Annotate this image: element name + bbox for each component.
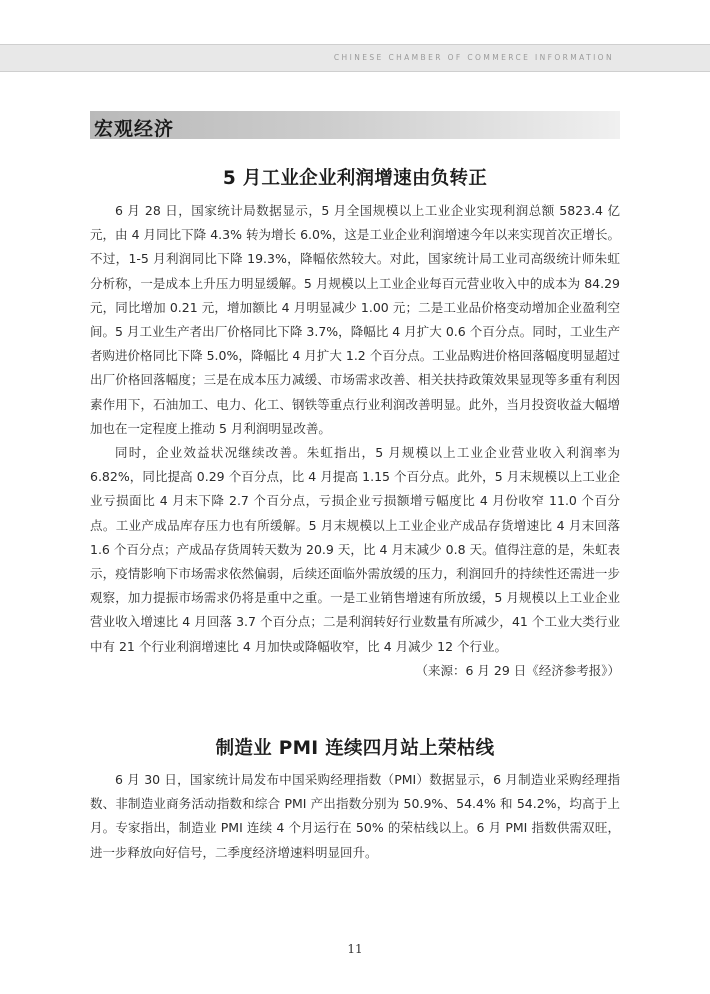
running-header-title: CHINESE CHAMBER OF COMMERCE INFORMATION [333,53,614,62]
paragraph: 6 月 28 日，国家统计局数据显示，5 月全国规模以上工业企业实现利润总额 5823.4 亿元，由 4 月同比下降 4.3% 转为增长 6.0%，这是工业企业利润增速今年以来实现首次正增长。不过，1-5 月利润同比下降 19.3%，降幅依然较大。对此，国家统计局工业司高级统计师朱虹分析称，一是成本上升压力明显缓解。5 月规模以上工业企业每百元营业收入中的成本为 84.29 元，同比增加 0.21 元，增加额比 4 月明显减少 1.00 元；二是工业品价格变动增加企业盈利空间。5 月工业生产者出厂价格同比下降 3.7%，降幅比 4 月扩大 0.6 个百分点。同时，工业生产者购进价格同比下降 5.0%，降幅比 4 月扩大 1.2 个百分点。工业品购进价格回落幅度明显超过出厂价格回落幅度；三是在成本压力减缓、市场需求改善、相关扶持政策效果显现等多重有利因素作用下，石油加工、电力、化工、钢铁等重点行业利润改善明显。此外，当月投资收益大幅增加也在一定程度上推动 5 月利润明显改善。 [90,203,620,436]
paragraph: 6 月 30 日，国家统计局发布中国采购经理指数（PMI）数据显示，6 月制造业采购经理指数、非制造业商务活动指数和综合 PMI 产出指数分别为 50.9%、54.4% 和 54.2%，均高于上月。专家指出，制造业 PMI 连续 4 个月运行在 50% 的荣枯线以上。6 月 PMI 指数供需双旺，进一步释放向好信号，二季度经济增速料明显回升。 [90,772,620,860]
article-body-pmi [90,768,620,865]
article-title-profits: 5 月工业企业利润增速由负转正 [222,168,488,189]
running-header-bar [0,44,710,72]
section-heading-bar [90,111,620,139]
article-body-profits [90,199,620,683]
page-number: 11 [347,942,363,956]
source-citation: （来源：6 月 29 日《经济参考报》） [415,662,620,678]
paragraph: 同时，企业效益状况继续改善。朱虹指出，5 月规模以上工业企业营业收入利润率为 6.82%，同比提高 0.29 个百分点，比 4 月提高 1.15 个百分点。此外，5 月末规模以上工业企业亏损面比 4 月末下降 2.7 个百分点，亏损企业亏损额增亏幅度比 4 月份收窄 11.0 个百分点。工业产成品库存压力也有所缓解。5 月末规模以上工业企业产成品存货增速比 4 月末回落 1.6 个百分点；产成品存货周转天数为 20.9 天，比 4 月末减少 0.8 天。值得注意的是，朱虹表示，疫情影响下市场需求依然偏弱，后续还面临外需放缓的压力，利润回升的持续性还需进一步观察，加力提振市场需求仍将是重中之重。一是工业销售增速有所放缓，5 月规模以上工业企业营业收入增速比 4 月回落 3.7 个百分点；二是利润转好行业数量有所减少，41 个工业大类行业中有 21 个行业利润增速比 4 月加快或降幅收窄，比 4 月减少 12 个行业。 [90,445,620,654]
section-title: 宏观经济 [94,118,175,140]
article-title-pmi: 制造业 PMI 连续四月站上荣枯线 [215,738,495,759]
